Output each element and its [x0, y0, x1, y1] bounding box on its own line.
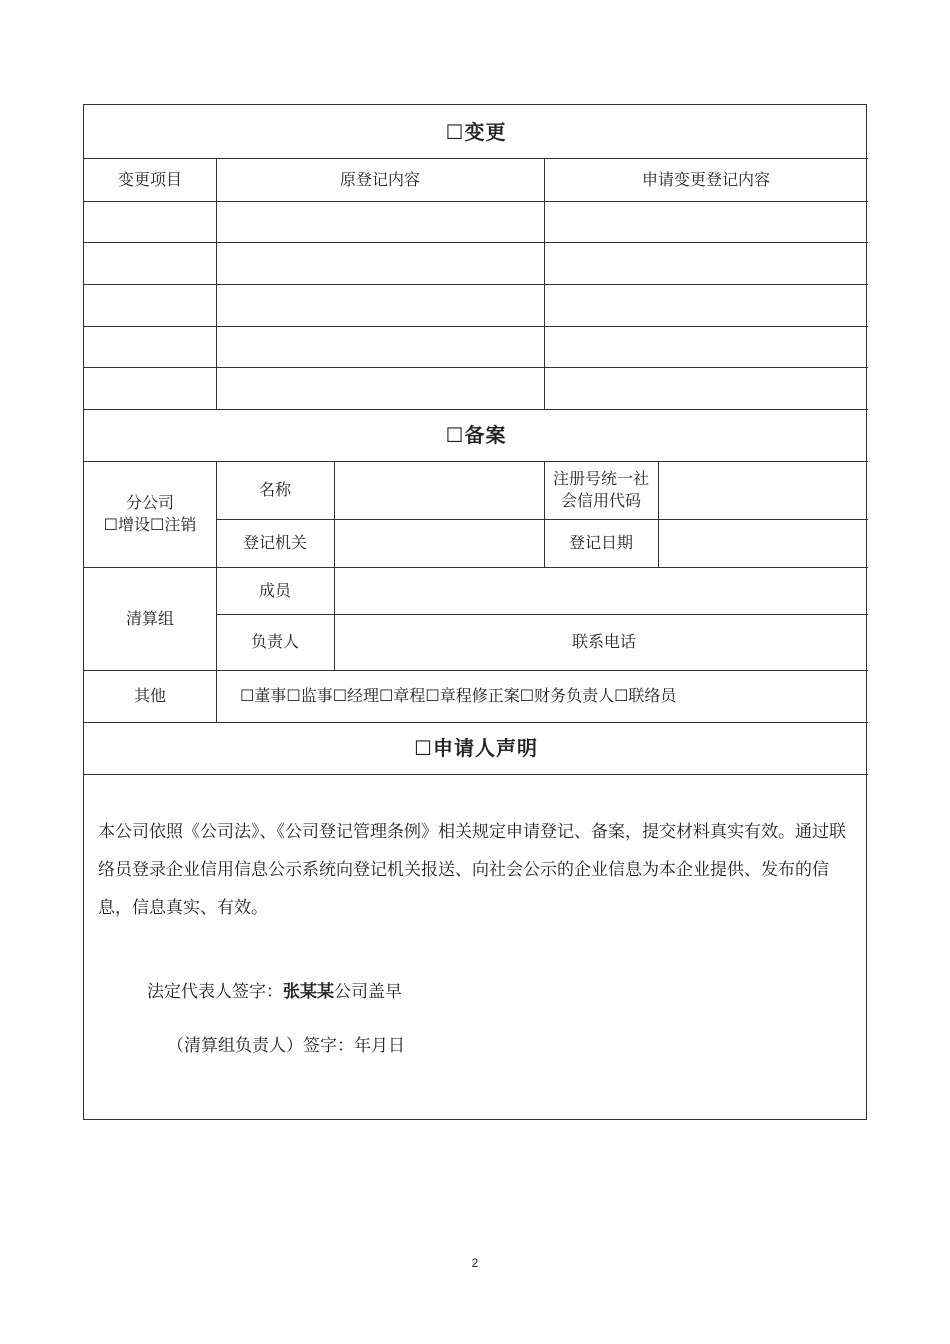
- legal-rep-name: 张某某: [283, 982, 334, 1002]
- change-row-requested[interactable]: [544, 242, 868, 284]
- change-row-item[interactable]: [84, 326, 216, 367]
- divider: [84, 774, 868, 775]
- change-row-requested[interactable]: [544, 326, 868, 367]
- page-number: 2: [471, 1256, 479, 1270]
- leader-field[interactable]: [334, 614, 544, 670]
- registration-form: [83, 104, 867, 1120]
- change-row-item[interactable]: [84, 242, 216, 284]
- company-seal-text: 公司盖早: [334, 982, 402, 1002]
- reg-no-label: 注册号统一社会信用代码: [552, 469, 649, 510]
- change-row-original[interactable]: [216, 242, 544, 284]
- branch-label: 分公司: [125, 493, 174, 512]
- name-field[interactable]: [334, 461, 544, 519]
- phone-field[interactable]: [664, 614, 868, 670]
- section-title-declaration: ☐申请人声明: [414, 736, 538, 760]
- header-requested-content: 申请变更登记内容: [641, 169, 770, 189]
- change-row-item[interactable]: [84, 367, 216, 409]
- legal-rep-label: 法定代表人签字：: [147, 982, 283, 1002]
- header-original-content: 原登记内容: [339, 169, 420, 189]
- liquidation-signature-line: （清算组负责人）签字：年月日: [167, 1036, 405, 1056]
- members-label: 成员: [258, 580, 291, 600]
- change-row-item[interactable]: [84, 201, 216, 242]
- members-field[interactable]: [334, 567, 868, 614]
- other-label: 其他: [133, 686, 166, 705]
- liquidation-label: 清算组: [125, 608, 174, 628]
- change-row-original[interactable]: [216, 367, 544, 409]
- authority-field[interactable]: [334, 519, 544, 567]
- section-title-change: ☐变更: [445, 119, 507, 144]
- other-options[interactable]: ☐董事☐监事☐经理☐章程☐章程修正案☐财务负责人☐联络员: [240, 686, 677, 705]
- header-change-item: 变更项目: [117, 169, 182, 189]
- branch-office-cell: [84, 461, 216, 567]
- reg-date-field[interactable]: [658, 519, 868, 567]
- branch-options[interactable]: ☐增设☐注销: [103, 515, 197, 534]
- reg-no-field[interactable]: [658, 461, 868, 519]
- change-row-item[interactable]: [84, 284, 216, 326]
- phone-label: 联系电话: [571, 632, 636, 651]
- name-label: 名称: [258, 480, 291, 499]
- section-title-record: ☐备案: [445, 423, 507, 447]
- change-row-original[interactable]: [216, 326, 544, 367]
- declaration-text: 本公司依照《公司法》、《公司登记管理条例》相关规定申请登记、备案，提交材料真实有效。通过联络员登录企业信用信息公示系统向登记机关报送、向社会公示的企业信息为本企业提供、发布的信息，信息真实、有效。: [98, 822, 846, 918]
- authority-label: 登记机关: [242, 533, 307, 552]
- legal-rep-signature-line: [147, 977, 402, 1002]
- reg-date-label: 登记日期: [568, 533, 633, 552]
- change-row-requested[interactable]: [544, 284, 868, 326]
- change-row-original[interactable]: [216, 201, 544, 242]
- leader-label: 负责人: [250, 632, 299, 651]
- change-row-original[interactable]: [216, 284, 544, 326]
- change-row-requested[interactable]: [544, 367, 868, 409]
- change-row-requested[interactable]: [544, 201, 868, 242]
